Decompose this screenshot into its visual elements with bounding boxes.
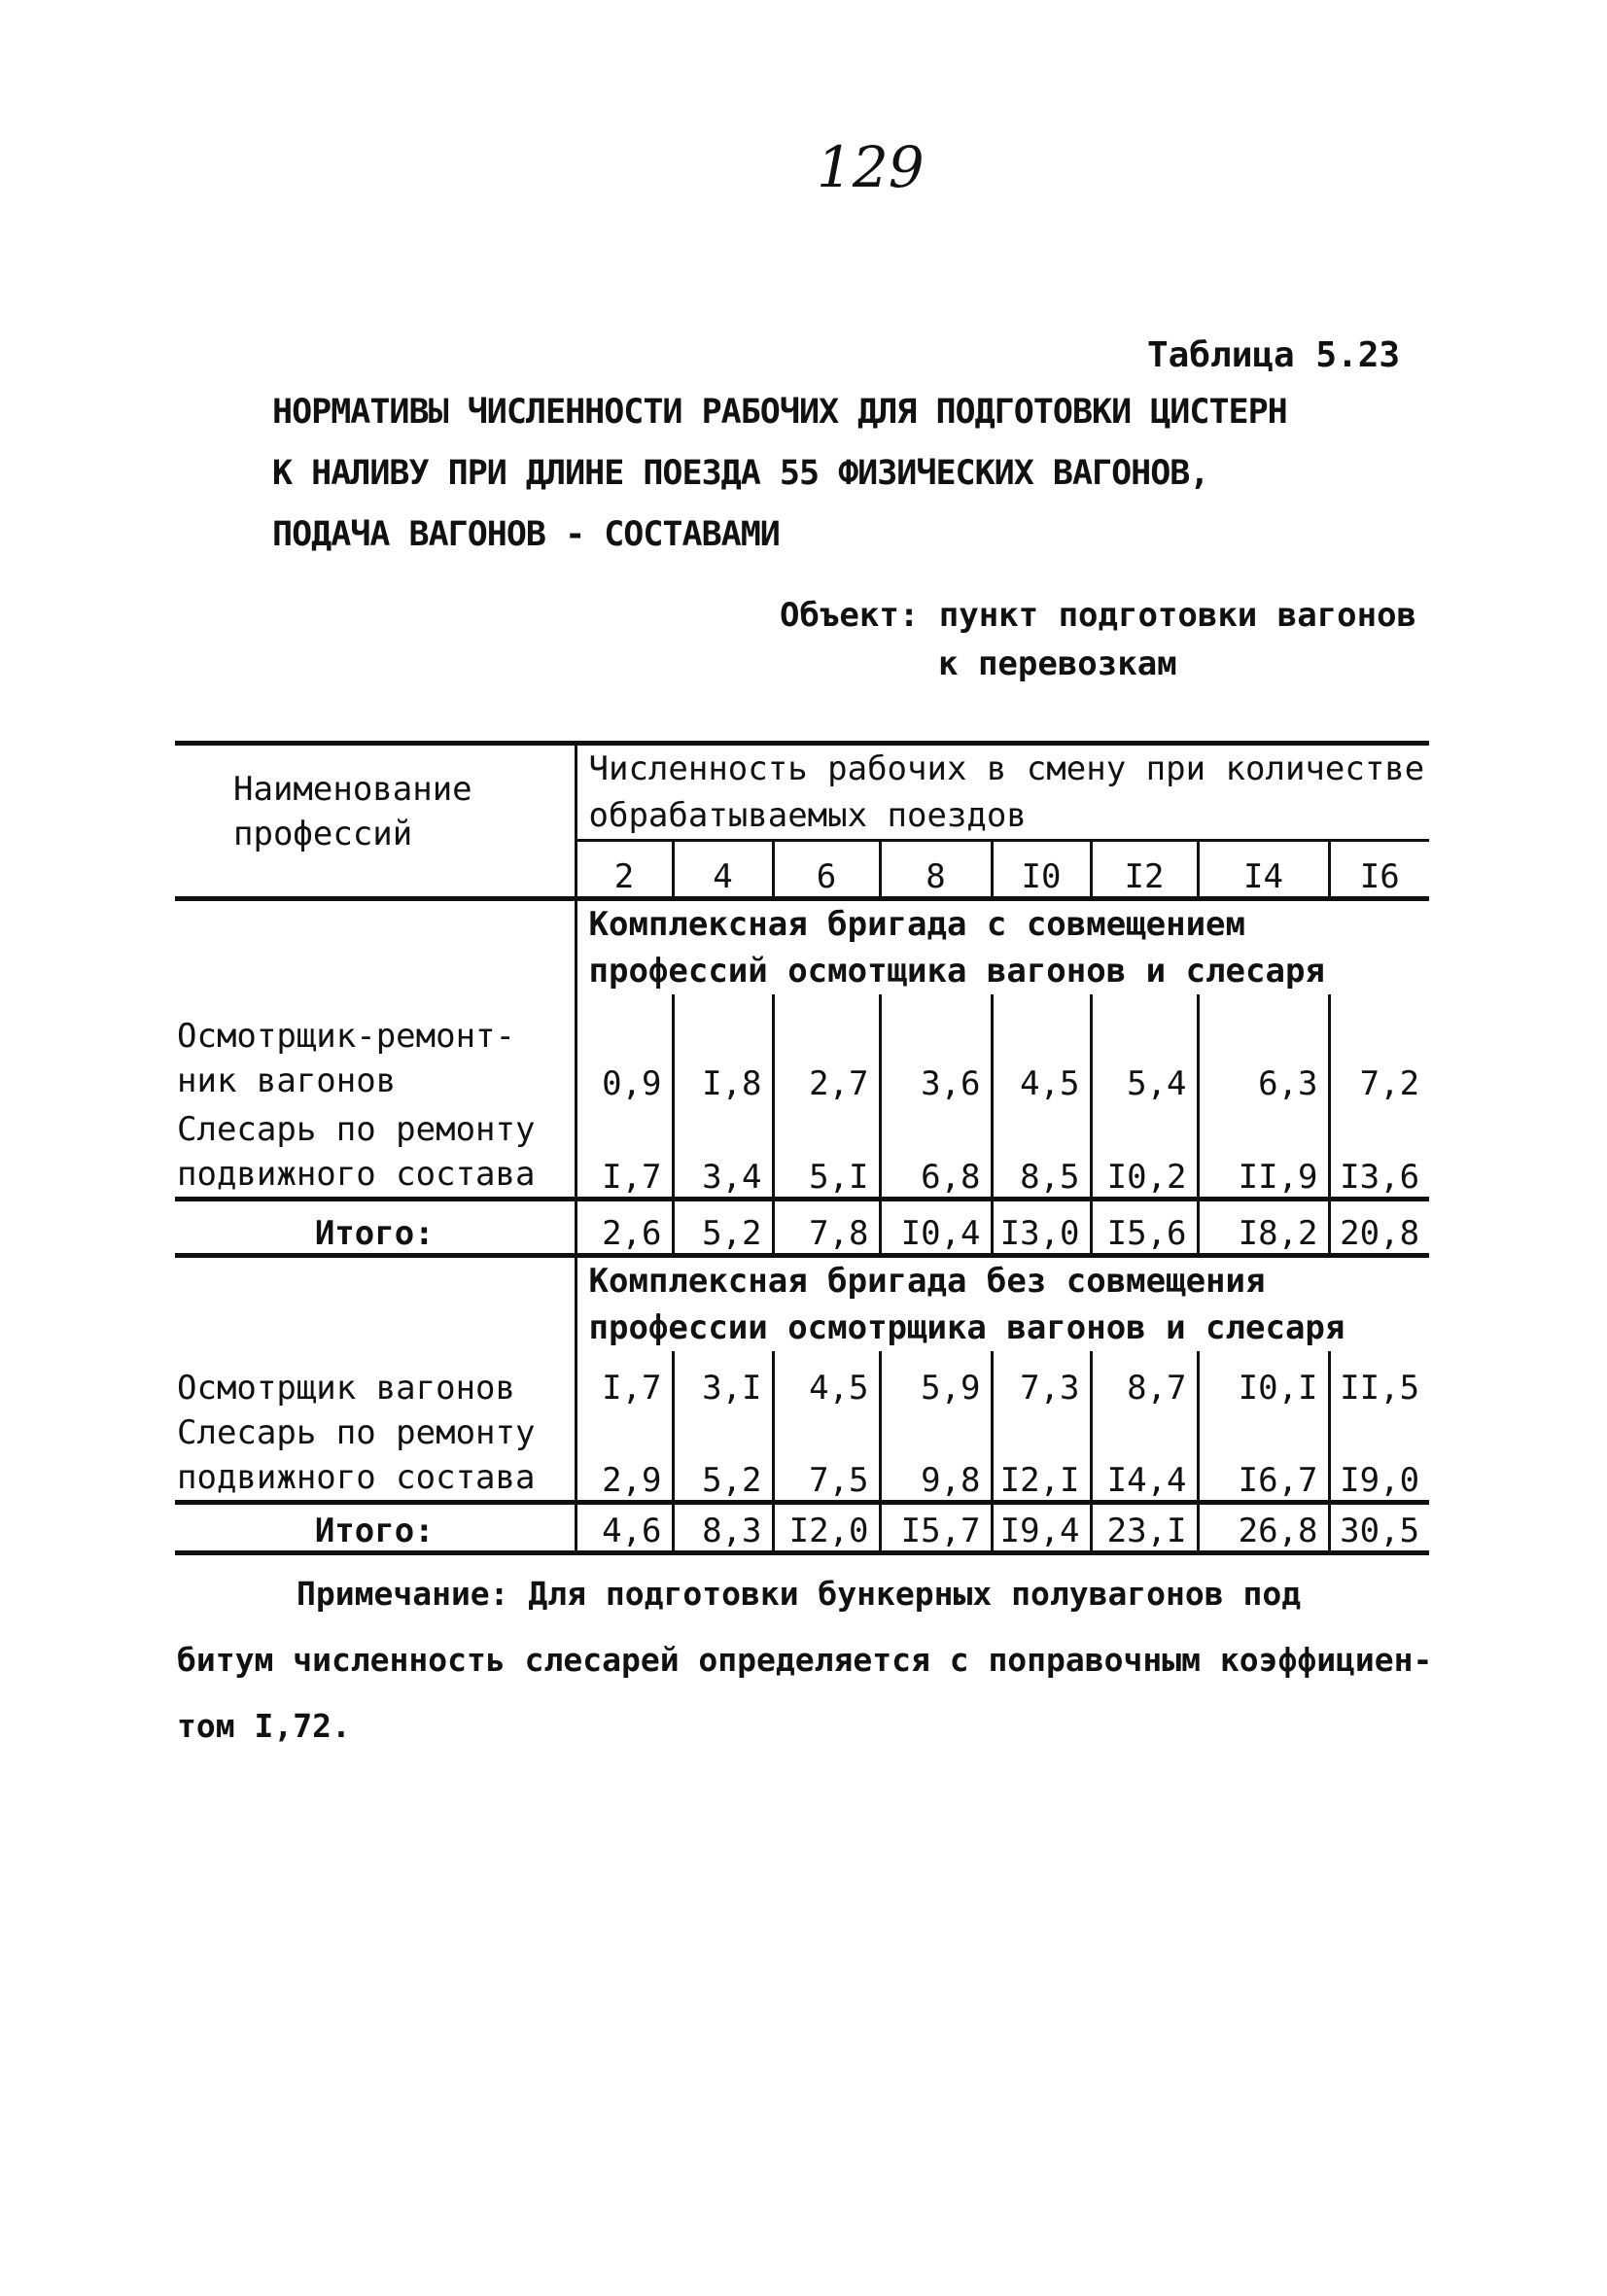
- cell-value: 8,7: [1091, 1351, 1198, 1408]
- title-line: К НАЛИВУ ПРИ ДЛИНЕ ПОЕЗДА 55 ФИЗИЧЕСКИХ ВАГОНОВ,: [272, 454, 1209, 493]
- total-value: 26,8: [1198, 1503, 1329, 1553]
- total-value: 4,6: [576, 1503, 673, 1553]
- note-line: том I,72.: [177, 1707, 351, 1745]
- cell-value: 5,2: [673, 1408, 773, 1503]
- note-line: Примечание: Для подготовки бункерных полувагонов под: [297, 1575, 1302, 1613]
- train-count: 8: [880, 841, 992, 899]
- total-label: Итого:: [314, 1213, 435, 1253]
- page-number: 129: [817, 134, 925, 200]
- cell-value: 3,4: [673, 1103, 773, 1199]
- total-value: I3,0: [992, 1199, 1091, 1255]
- cell-value: 5,4: [1091, 994, 1198, 1103]
- object-line: к перевозкам: [938, 644, 1177, 683]
- cell-value: 5,I: [773, 1103, 880, 1199]
- cell-value: II,5: [1329, 1351, 1429, 1408]
- total-value: I0,4: [880, 1199, 992, 1255]
- train-count: I0: [992, 841, 1091, 899]
- cell-value: I,8: [673, 994, 773, 1103]
- title-line: ПОДАЧА ВАГОНОВ - СОСТАВАМИ: [272, 515, 780, 554]
- total-value: I2,0: [773, 1503, 880, 1553]
- cell-value: 3,I: [673, 1351, 773, 1408]
- total-label: Итого:: [175, 1503, 576, 1553]
- cell-value: I0,I: [1198, 1351, 1329, 1408]
- cell-value: I3,6: [1329, 1103, 1429, 1199]
- total-value: 8,3: [673, 1503, 773, 1553]
- note-line: битум численность слесарей определяется с поправочным коэффициен-: [177, 1641, 1433, 1679]
- total-value: 23,I: [1091, 1503, 1198, 1553]
- train-count: 2: [576, 841, 673, 899]
- cell-value: I9,0: [1329, 1408, 1429, 1503]
- cell-value: II,9: [1198, 1103, 1329, 1199]
- total-value: I8,2: [1198, 1199, 1329, 1255]
- cell-value: 7,2: [1329, 994, 1429, 1103]
- train-count: I6: [1329, 841, 1429, 899]
- train-count: 6: [773, 841, 880, 899]
- object-line: Объект: пункт подготовки вагонов: [780, 596, 1417, 635]
- train-count: I4: [1198, 841, 1329, 899]
- cell-value: 2,9: [576, 1408, 673, 1503]
- row-name: Осмотрщик-ремонт-ник вагонов: [177, 1017, 515, 1100]
- cell-value: I6,7: [1198, 1408, 1329, 1503]
- train-count: 4: [673, 841, 773, 899]
- col-header-group: Численность рабочих в смену при количестве обрабатываемых поездов: [576, 744, 1429, 841]
- total-value: I9,4: [992, 1503, 1091, 1553]
- total-value: 7,8: [773, 1199, 880, 1255]
- total-value: 20,8: [1329, 1199, 1429, 1255]
- cell-value: 6,3: [1198, 994, 1329, 1103]
- section-title: Комплексная бригада без совмещения профессии осмотрщика вагонов и слесаря: [576, 1255, 1429, 1351]
- cell-value: 8,5: [992, 1103, 1091, 1199]
- cell-value: I,7: [576, 1103, 673, 1199]
- cell-value: 9,8: [880, 1408, 992, 1503]
- table-label: Таблица 5.23: [1147, 335, 1401, 375]
- total-value: I5,7: [880, 1503, 992, 1553]
- cell-value: 7,5: [773, 1408, 880, 1503]
- cell-value: I,7: [576, 1351, 673, 1408]
- title-line: НОРМАТИВЫ ЧИСЛЕННОСТИ РАБОЧИХ ДЛЯ ПОДГОТОВКИ ЦИСТЕРН: [272, 393, 1287, 432]
- total-value: 5,2: [673, 1199, 773, 1255]
- col-header-name: Наименование профессий: [175, 744, 576, 899]
- cell-value: 4,5: [773, 1351, 880, 1408]
- cell-value: 6,8: [880, 1103, 992, 1199]
- total-value: I5,6: [1091, 1199, 1198, 1255]
- cell-value: 2,7: [773, 994, 880, 1103]
- cell-value: I0,2: [1091, 1103, 1198, 1199]
- section-title: Комплексная бригада с совмещением профессий осмотщика вагонов и слесаря: [576, 899, 1429, 995]
- cell-value: 4,5: [992, 994, 1091, 1103]
- total-value: 2,6: [576, 1199, 673, 1255]
- cell-value: 0,9: [576, 994, 673, 1103]
- row-name: Слесарь по ремонту подвижного состава: [175, 1103, 576, 1199]
- cell-value: 5,9: [880, 1351, 992, 1408]
- row-name: Слесарь по ремонту подвижного состава: [175, 1408, 576, 1503]
- row-name: Осмотрщик вагонов: [177, 1368, 515, 1408]
- cell-value: 7,3: [992, 1351, 1091, 1408]
- cell-value: 3,6: [880, 994, 992, 1103]
- total-value: 30,5: [1329, 1503, 1429, 1553]
- cell-value: I4,4: [1091, 1408, 1198, 1503]
- train-count: I2: [1091, 841, 1198, 899]
- staffing-norms-table: [175, 741, 1429, 1555]
- cell-value: I2,I: [992, 1408, 1091, 1503]
